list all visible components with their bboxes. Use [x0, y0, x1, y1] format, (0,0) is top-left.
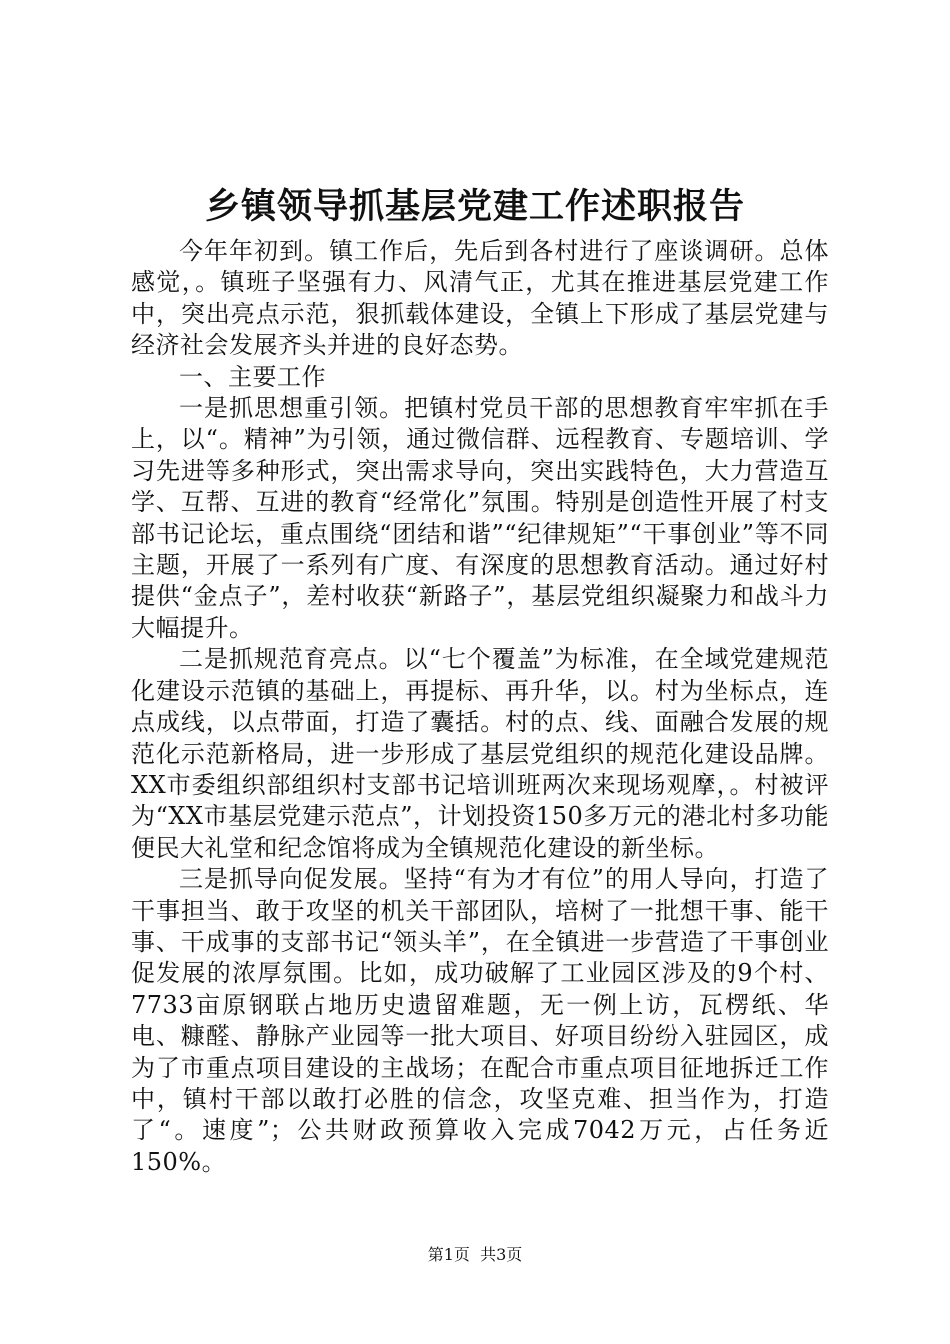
- page-number-label: 第1页 共3页: [427, 1245, 523, 1264]
- paragraph-standardization: 二是抓规范育亮点。以“七个覆盖”为标准，在全域党建规范化建设示范镇的基础上，再提标、再升华，以。村为坐标点，连点成线，以点带面，打造了囊括。村的点、线、面融合发展的规范化示范新格局，进一步形成了基层党组织的规范化建设品牌。XX市委组织部组织村支部书记培训班两次来现场观摩，。村被评为“XX市基层党建示范点”，计划投资150多万元的港北村多功能便民大礼堂和纪念馆将成为全镇规范化建设的新坐标。: [131, 645, 829, 862]
- document-body: [131, 236, 829, 1178]
- paragraph-thought-guidance: 一是抓思想重引领。把镇村党员干部的思想教育牢牢抓在手上，以“。精神”为引领，通过微信群、远程教育、专题培训、学习先进等多种形式，突出需求导向，突出实践特色，大力营造互学、互帮、互进的教育“经常化”氛围。特别是创造性开展了村支部书记论坛，重点围绕“团结和谐”“纪律规矩”“干事创业”等不同主题，开展了一系列有广度、有深度的思想教育活动。通过好村提供“金点子”，差村收获“新路子”，基层党组织凝聚力和战斗力大幅提升。: [131, 394, 829, 642]
- section-heading: 一、主要工作: [179, 362, 326, 391]
- paragraph-intro: 今年年初到。镇工作后，先后到各村进行了座谈调研。总体感觉，。镇班子坚强有力、风清气正，尤其在推进基层党建工作中，突出亮点示范，狠抓载体建设，全镇上下形成了基层党建与经济社会发展齐头并进的良好态势。: [131, 237, 829, 360]
- paragraph-development: 三是抓导向促发展。坚持“有为才有位”的用人导向，打造了干事担当、敢于攻坚的机关干部团队，培树了一批想干事、能干事、干成事的支部书记“领头羊”，在全镇进一步营造了干事创业促发展的浓厚氛围。比如，成功破解了工业园区涉及的9个村、7733亩原钢联占地历史遗留难题，无一例上访，瓦楞纸、华电、糠醛、静脉产业园等一批大项目、好项目纷纷入驻园区，成为了市重点项目建设的主战场；在配合市重点项目征地拆迁工作中，镇村干部以敢打必胜的信念，攻坚克难、担当作为，打造了“。速度”；公共财政预算收入完成7042万元，占任务近150%。: [131, 865, 829, 1176]
- document-title: 乡镇领导抓基层党建工作述职报告: [204, 186, 745, 227]
- page-footer: [0, 1244, 950, 1266]
